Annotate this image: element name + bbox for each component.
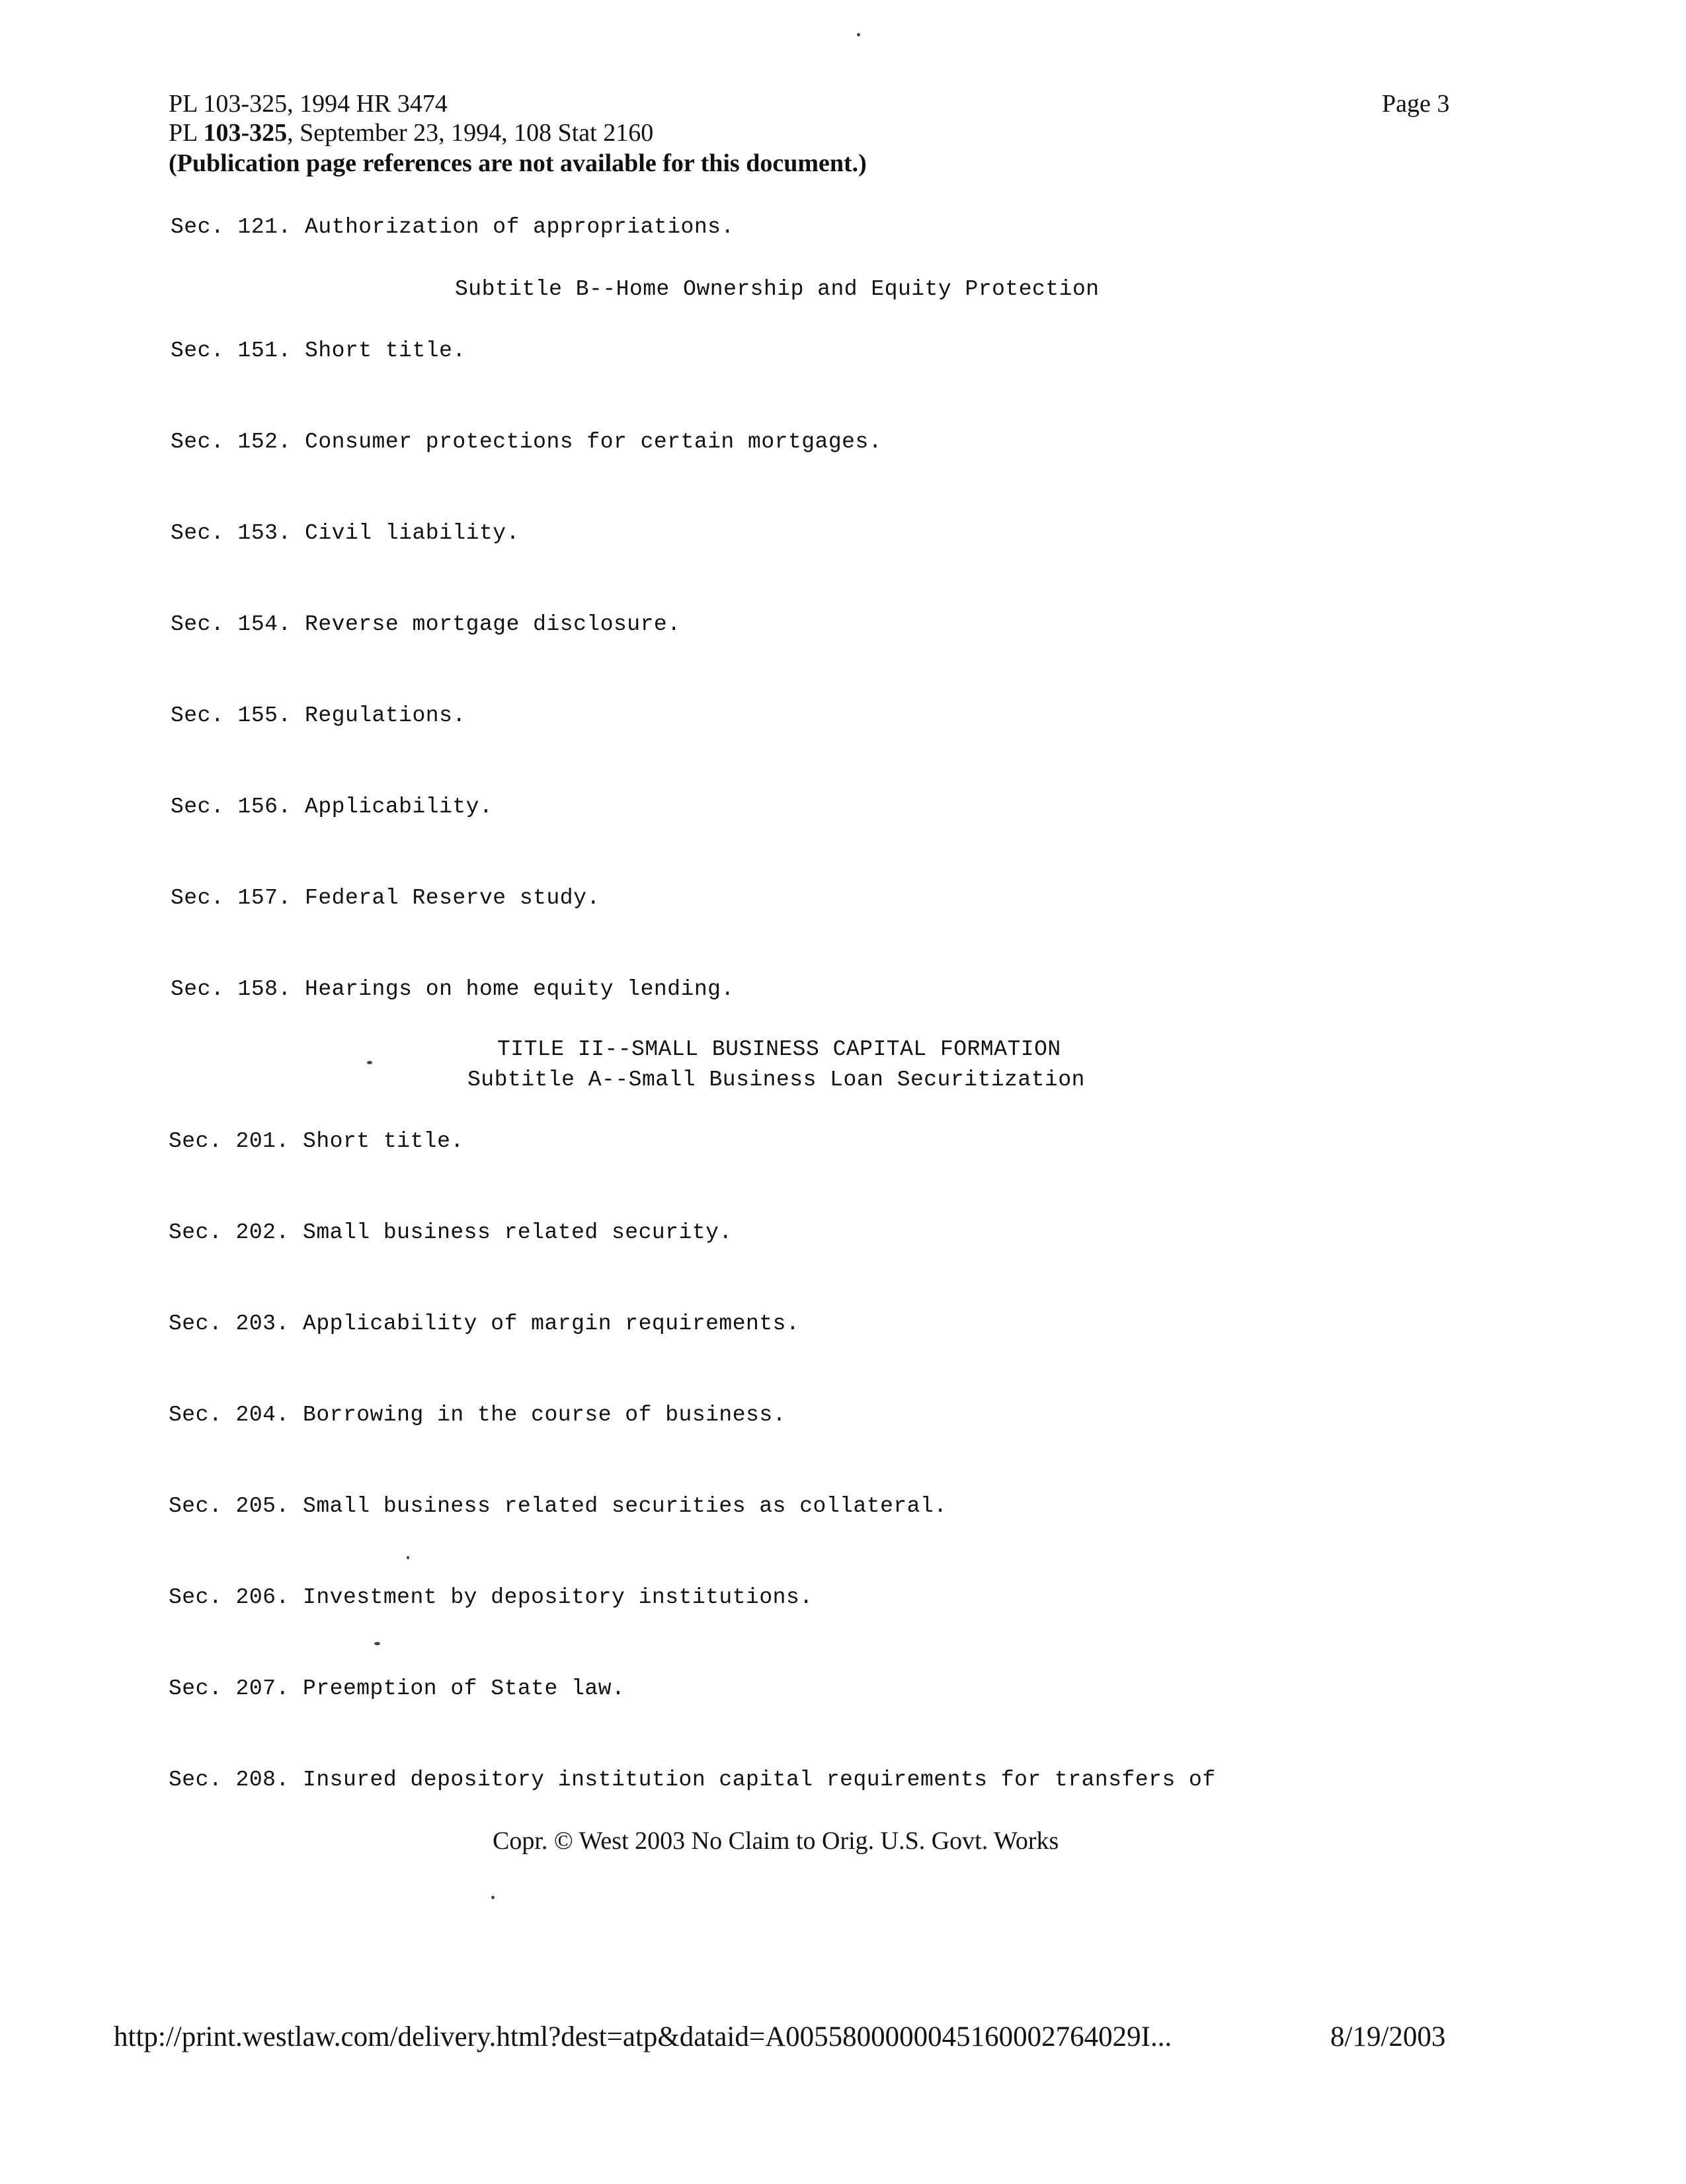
toc-entry: Sec. 207. Preemption of State law. — [169, 1676, 625, 1701]
citation-line: PL 103-325, 1994 HR 3474 — [169, 90, 448, 118]
scan-speck — [857, 33, 860, 36]
toc-entry: Sec. 208. Insured depository institution capital requirements for transfers of — [169, 1768, 1216, 1792]
toc-entry: Sec. 205. Small business related securities as collateral. — [169, 1494, 947, 1518]
citation-rest: , September 23, 1994, 108 Stat 2160 — [287, 119, 654, 147]
toc-entry: Sec. 204. Borrowing in the course of business. — [169, 1403, 786, 1427]
toc-entry: Sec. 152. Consumer protections for certain mortgages. — [171, 430, 883, 454]
toc-entry: Sec. 156. Applicability. — [171, 795, 493, 819]
scan-speck — [374, 1642, 380, 1645]
title-heading: TITLE II--SMALL BUSINESS CAPITAL FORMATION — [497, 1037, 1061, 1062]
toc-entry: Sec. 157. Federal Reserve study. — [171, 886, 600, 910]
toc-entry: Sec. 203. Applicability of margin requirements. — [169, 1311, 800, 1336]
toc-entry: Sec. 206. Investment by depository institutions. — [169, 1585, 813, 1610]
source-url: http://print.westlaw.com/delivery.html?dest=atp&dataid=A0055800000045160002764029I... — [114, 2021, 1172, 2052]
subtitle-heading: Subtitle B--Home Ownership and Equity Protection — [455, 277, 1100, 301]
toc-entry: Sec. 155. Regulations. — [171, 703, 466, 728]
toc-entry: Sec. 202. Small business related security. — [169, 1220, 733, 1245]
publication-note: (Publication page references are not available for this document.) — [169, 149, 867, 177]
page-number: Page 3 — [1382, 90, 1450, 118]
toc-entry: Sec. 153. Civil liability. — [171, 521, 520, 545]
toc-entry: Sec. 121. Authorization of appropriations. — [171, 215, 735, 239]
toc-entry: Sec. 154. Reverse mortgage disclosure. — [171, 612, 681, 637]
toc-entry: Sec. 201. Short title. — [169, 1129, 464, 1153]
toc-entry: Sec. 158. Hearings on home equity lending. — [171, 977, 735, 1001]
citation-prefix: PL — [169, 119, 204, 147]
scan-speck — [367, 1061, 372, 1064]
toc-entry: Sec. 151. Short title. — [171, 338, 466, 363]
subtitle-heading: Subtitle A--Small Business Loan Securitization — [467, 1068, 1085, 1092]
citation-line-stat — [169, 120, 653, 145]
print-date: 8/19/2003 — [1330, 2021, 1446, 2052]
scan-speck — [491, 1896, 495, 1899]
scan-speck — [407, 1556, 409, 1559]
copyright-notice: Copr. © West 2003 No Claim to Orig. U.S. Govt. Works — [493, 1827, 1059, 1855]
citation-number: 103-325 — [203, 119, 288, 147]
